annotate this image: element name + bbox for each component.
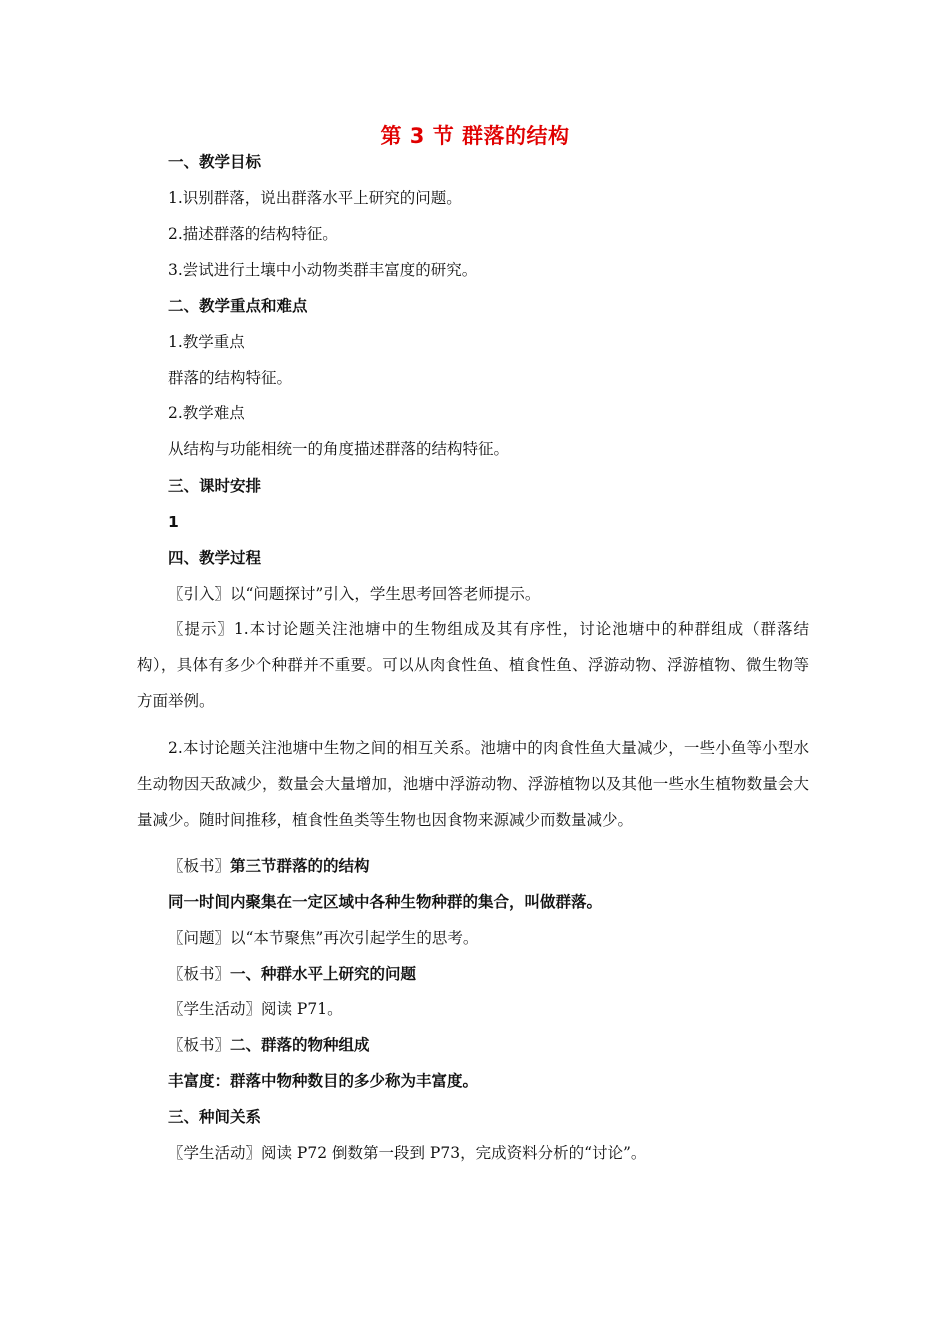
objective-item-2: 2.描述群落的结构特征。	[168, 225, 338, 243]
objective-item-1: 1.识别群落，说出群落水平上研究的问题。	[168, 189, 462, 207]
board-text: 第三节群落的的结构	[230, 857, 370, 875]
key-point-text: 群落的结构特征。	[168, 369, 293, 387]
board-line-3	[168, 1033, 370, 1057]
student-activity-2: 〖学生活动〗阅读 P72 倒数第一段到 P73，完成资料分析的“讨论”。	[168, 1144, 647, 1162]
intro-line: 〖引入〗以“问题探讨”引入，学生思考回答老师提示。	[168, 585, 541, 603]
interspecies-heading: 三、种间关系	[168, 1108, 262, 1126]
board-text: 二、群落的物种组成	[230, 1036, 370, 1054]
board-prefix: 〖板书〗	[168, 857, 231, 875]
hint-paragraph-1: 〖提示〗1.本讨论题关注池塘中的生物组成及其有序性，讨论池塘中的种群组成（群落结构），具体有多少个种群并不重要。可以从肉食性鱼、植食性鱼、浮游动物、浮游植物、微生物等方面举例。	[137, 620, 809, 710]
section-heading-schedule: 三、课时安排	[168, 477, 262, 495]
section-heading-key-points: 二、教学重点和难点	[168, 297, 308, 315]
board-prefix: 〖板书〗	[168, 965, 231, 983]
section-heading-objectives: 一、教学目标	[168, 153, 262, 171]
community-definition: 同一时间内聚集在一定区域中各种生物种群的集合，叫做群落。	[168, 893, 603, 911]
question-line: 〖问题〗以“本节聚焦”再次引起学生的思考。	[168, 929, 479, 947]
richness-definition: 丰富度：群落中物种数目的多少称为丰富度。	[168, 1072, 479, 1090]
page-title: 第 3 节 群落的结构	[380, 124, 570, 148]
board-prefix: 〖板书〗	[168, 1036, 231, 1054]
student-activity-1: 〖学生活动〗阅读 P71。	[168, 1000, 343, 1018]
board-text: 一、种群水平上研究的问题	[230, 965, 417, 983]
hint-paragraph-2: 2.本讨论题关注池塘中生物之间的相互关系。池塘中的肉食性鱼大量减少，一些小鱼等小型水生动物因天敌减少，数量会大量增加，池塘中浮游动物、浮游植物以及其他一些水生植物数量会大量减少。随时间推移，植食性鱼类等生物也因食物来源减少而数量减少。	[137, 739, 809, 829]
difficulty-label: 2.教学难点	[168, 404, 245, 422]
board-line-1	[168, 854, 370, 878]
board-line-2	[168, 962, 416, 986]
objective-item-3: 3.尝试进行土壤中小动物类群丰富度的研究。	[168, 261, 478, 279]
key-point-label: 1.教学重点	[168, 333, 245, 351]
difficulty-text: 从结构与功能相统一的角度描述群落的结构特征。	[168, 440, 510, 458]
section-heading-process: 四、教学过程	[168, 549, 262, 567]
schedule-value: 1	[168, 513, 179, 531]
